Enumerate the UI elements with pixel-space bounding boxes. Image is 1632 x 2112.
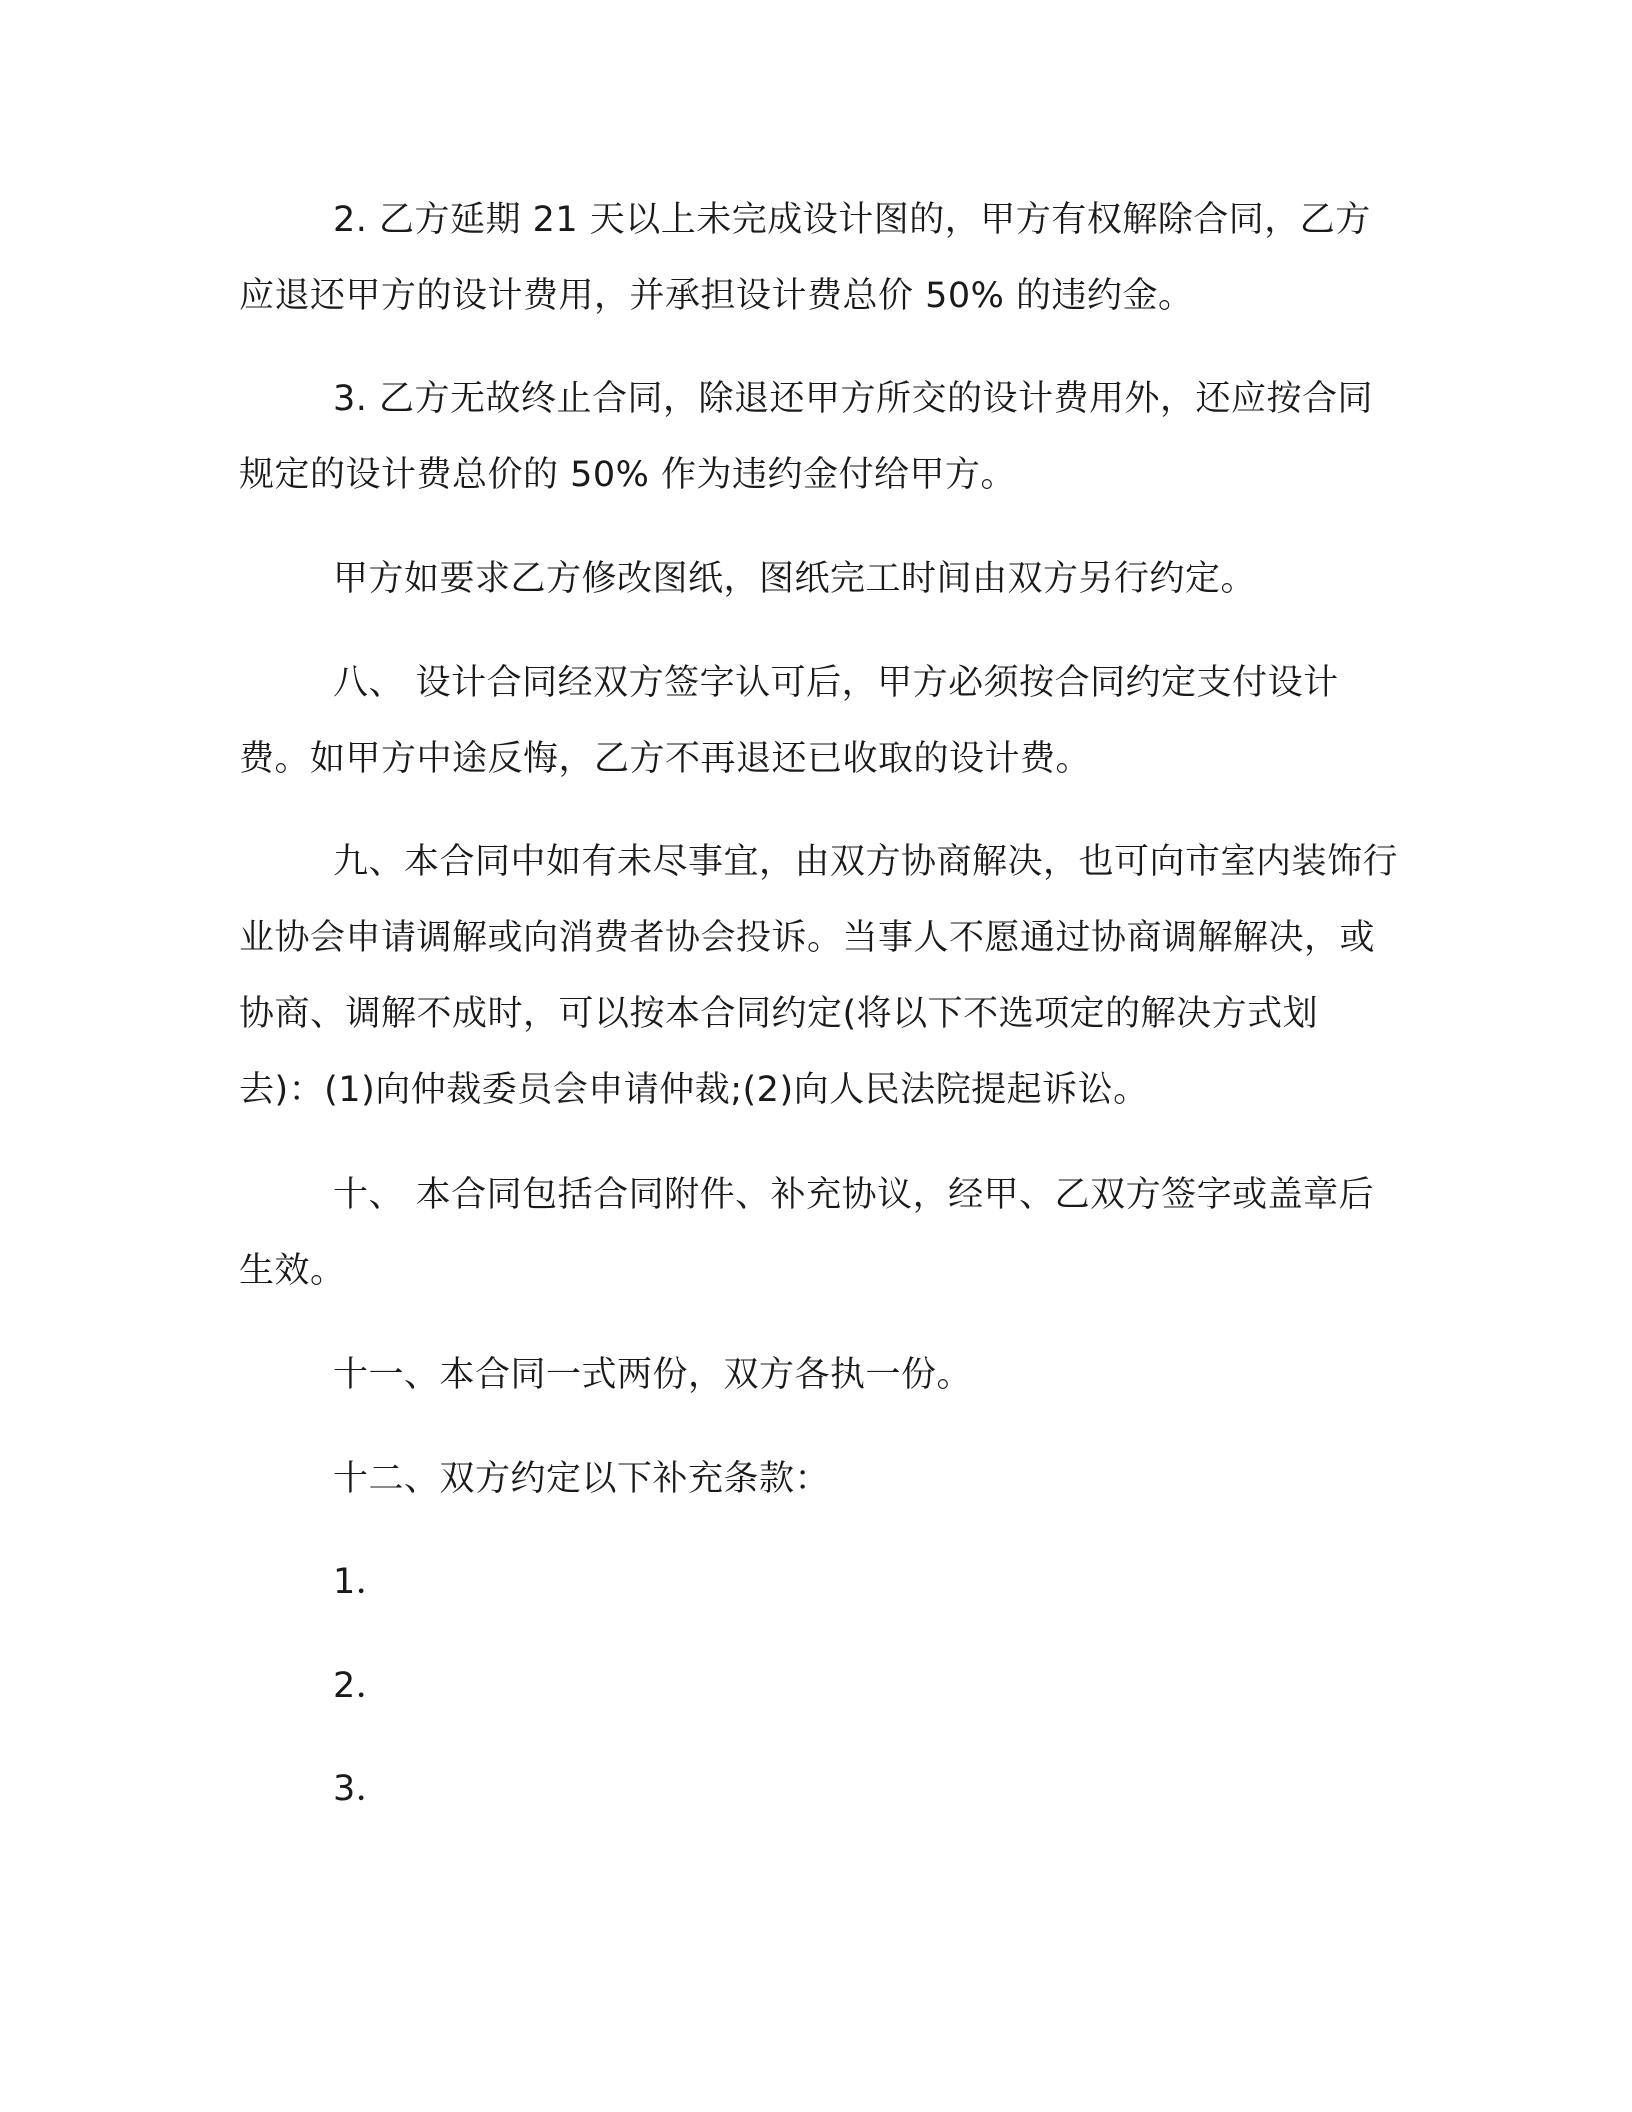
paragraph-clause-7-3: 3. 乙方无故终止合同，除退还甲方所交的设计费用外，还应按合同规定的设计费总价的 50% 作为违约金付给甲方。: [239, 379, 1374, 495]
paragraph-clause-9: 九、本合同中如有未尽事宜，由双方协商解决，也可向市室内装饰行业协会申请调解或向消费者协会投诉。当事人不愿通过协商调解解决，或协商、调解不成时，可以按本合同约定(将以下不选项定的解决方式划去)：(1)向仲裁委员会申请仲裁;(2)向人民法院提起诉讼。: [239, 842, 1399, 1110]
paragraph-clause-8: 八、 设计合同经双方签字认可后，甲方必须按合同约定支付设计费。如甲方中途反悔，乙方不再退还已收取的设计费。: [239, 663, 1339, 779]
supplementary-item-3: 3．: [333, 1769, 392, 1809]
supplementary-item-1: 1．: [333, 1562, 392, 1602]
paragraph-clause-7-2: 2. 乙方延期 21 天以上未完成设计图的，甲方有权解除合同，乙方应退还甲方的设计费用，并承担设计费总价 50% 的违约金。: [239, 200, 1371, 316]
supplementary-item-2: 2．: [333, 1666, 392, 1706]
paragraph-clause-11: 十一、本合同一式两份，双方各执一份。: [333, 1355, 973, 1395]
paragraph-clause-10: 十、 本合同包括合同附件、补充协议，经甲、乙双方签字或盖章后生效。: [239, 1175, 1375, 1291]
paragraph-clause-12: 十二、双方约定以下补充条款：: [333, 1459, 831, 1499]
paragraph-drawing-revision: 甲方如要求乙方修改图纸，图纸完工时间由双方另行约定。: [333, 559, 1257, 599]
